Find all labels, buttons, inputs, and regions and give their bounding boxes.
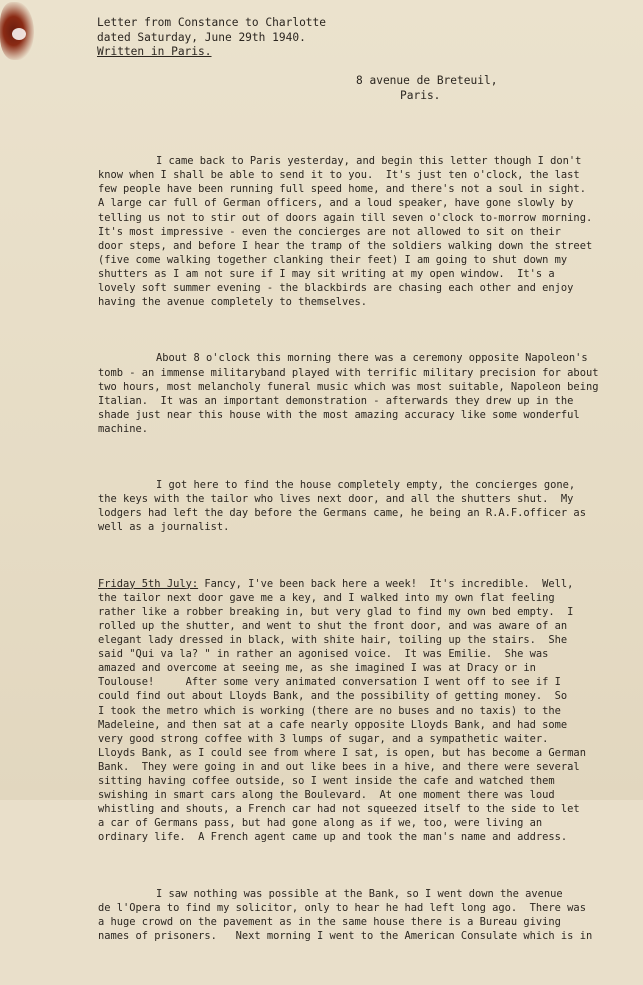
text-line: amazed and overcome at seeing me, as she imagined I was at Dracy or in (98, 662, 536, 675)
address-city: Paris. (400, 88, 441, 102)
text-line: lovely soft summer evening - the blackbirds are chasing each other and enjoy (98, 282, 574, 295)
text-line: swishing in smart cars along the Boulevard. At one moment there was loud (98, 789, 555, 802)
text-line: A large car full of German officers, and a loud speaker, have gone slowly by (98, 197, 574, 210)
header-line-2: dated Saturday, June 29th 1940. (97, 30, 306, 44)
text-line: shade just near this house with the most amazing accuracy like some wonderful (98, 408, 580, 421)
text-line: (five come walking together clanking their feet) I am going to shut down my (98, 253, 568, 266)
text-line: very good strong coffee with 3 lumps of sugar, and a sympathetic waiter. (98, 732, 549, 745)
text-line: sitting having coffee outside, so I went inside the cafe and watched them (98, 775, 555, 788)
text-segment: Fancy, I've been back here a week! It's incredible. Well, (198, 577, 574, 590)
text-line: elegant lady dressed in black, with shite hair, toiling up the stairs. She (98, 634, 568, 647)
text-line: tomb - an immense militaryband played with terrific military precision for about (98, 366, 599, 379)
text-line: Madeleine, and then sat at a cafe nearly opposite Lloyds Bank, and had some (98, 718, 568, 731)
text-line: few people have been running full speed home, and there's not a soul in sight. (98, 183, 586, 196)
text-line: It's most impressive - even the concierges are not allowed to sit on their (98, 225, 561, 238)
text-line: could find out about Lloyds Bank, and the possibility of getting money. So (98, 690, 568, 703)
text-line: rolled up the shutter, and went to shut the front door, and was aware of an (98, 620, 568, 632)
text-line: rather like a robber breaking in, but very glad to find my own bed empty. I (98, 605, 574, 618)
text-line: names of prisoners. Next morning I went to the American Consulate which is in (98, 929, 593, 942)
letter-body (98, 126, 628, 985)
text-line: having the avenue completely to themselves. (98, 296, 367, 309)
paragraph-1 (98, 154, 628, 309)
text-line: I saw nothing was possible at the Bank, so I went down the avenue (156, 887, 563, 900)
paragraph-2 (98, 351, 628, 436)
entry-date: Friday 5th July: (98, 577, 199, 590)
text-line: well as a journalist. (98, 521, 230, 534)
text-line: Toulouse! After some very animated conversation I went off to see if I (98, 676, 561, 689)
header-line-3: Written in Paris. (97, 45, 212, 58)
header-line-1: Letter from Constance to Charlotte (97, 16, 327, 29)
text-line: de l'Opera to find my solicitor, only to hear he had left long ago. There was (98, 901, 586, 914)
address-street: 8 avenue de Breteuil, (356, 74, 498, 87)
text-line: Bank. They were going in and out like bees in a hive, and there were several (98, 760, 580, 773)
text-line: a huge crowd on the pavement as in the same house there is a Bureau giving (98, 915, 561, 928)
text-line: Lloyds Bank, as I could see from where I sat, is open, but has become a German (98, 746, 586, 759)
text-line: whistling and shouts, a French car had not squeezed itself to the side to let (98, 803, 580, 816)
text-line: two hours, most melancholy funeral music which was most suitable, Napoleon being (98, 380, 599, 393)
text-line: the keys with the tailor who lives next door, and all the shutters shut. My (98, 493, 574, 506)
text-line: telling us not to stir out of doors again till seven o'clock to-morrow morning. (98, 211, 593, 224)
text-line: I came back to Paris yesterday, and begin this letter though I don't (156, 155, 582, 168)
text-line: shutters as I am not sure if I may sit writing at my open window. It's a (98, 267, 555, 280)
text-line: said "Qui va la? " in rather an agonised voice. It was Emilie. She was (98, 648, 549, 661)
text-line: About 8 o'clock this morning there was a ceremony opposite Napoleon's (156, 352, 588, 365)
text-line: lodgers had left the day before the Germans came, he being an R.A.F.officer as (98, 507, 586, 520)
text-line: machine. (98, 422, 149, 435)
text-line: I took the metro which is working (there are no buses and no taxis) to the (98, 704, 561, 717)
stain-hole (12, 28, 26, 40)
letter-header (97, 16, 326, 60)
text-line: I got here to find the house completely empty, the concierges gone, (156, 479, 576, 492)
text-line: the tailor next door gave me a key, and I walked into my own flat feeling (98, 591, 555, 604)
paragraph-3 (98, 478, 628, 534)
text-line: a car of Germans pass, but had gone along as if we, too, were living an (98, 817, 543, 830)
paragraph-5 (98, 887, 628, 943)
sender-address (356, 74, 497, 103)
text-line: ordinary life. A French agent came up and took the man's name and address. (98, 831, 568, 844)
text-line: Italian. It was an important demonstration - afterwards they drew up in the (98, 394, 574, 407)
text-line: door steps, and before I hear the tramp of the soldiers walking down the street (98, 239, 593, 252)
text-line: know when I shall be able to send it to you. It's just ten o'clock, the last (98, 169, 580, 182)
paragraph-4 (98, 577, 628, 845)
text-line (98, 577, 628, 591)
